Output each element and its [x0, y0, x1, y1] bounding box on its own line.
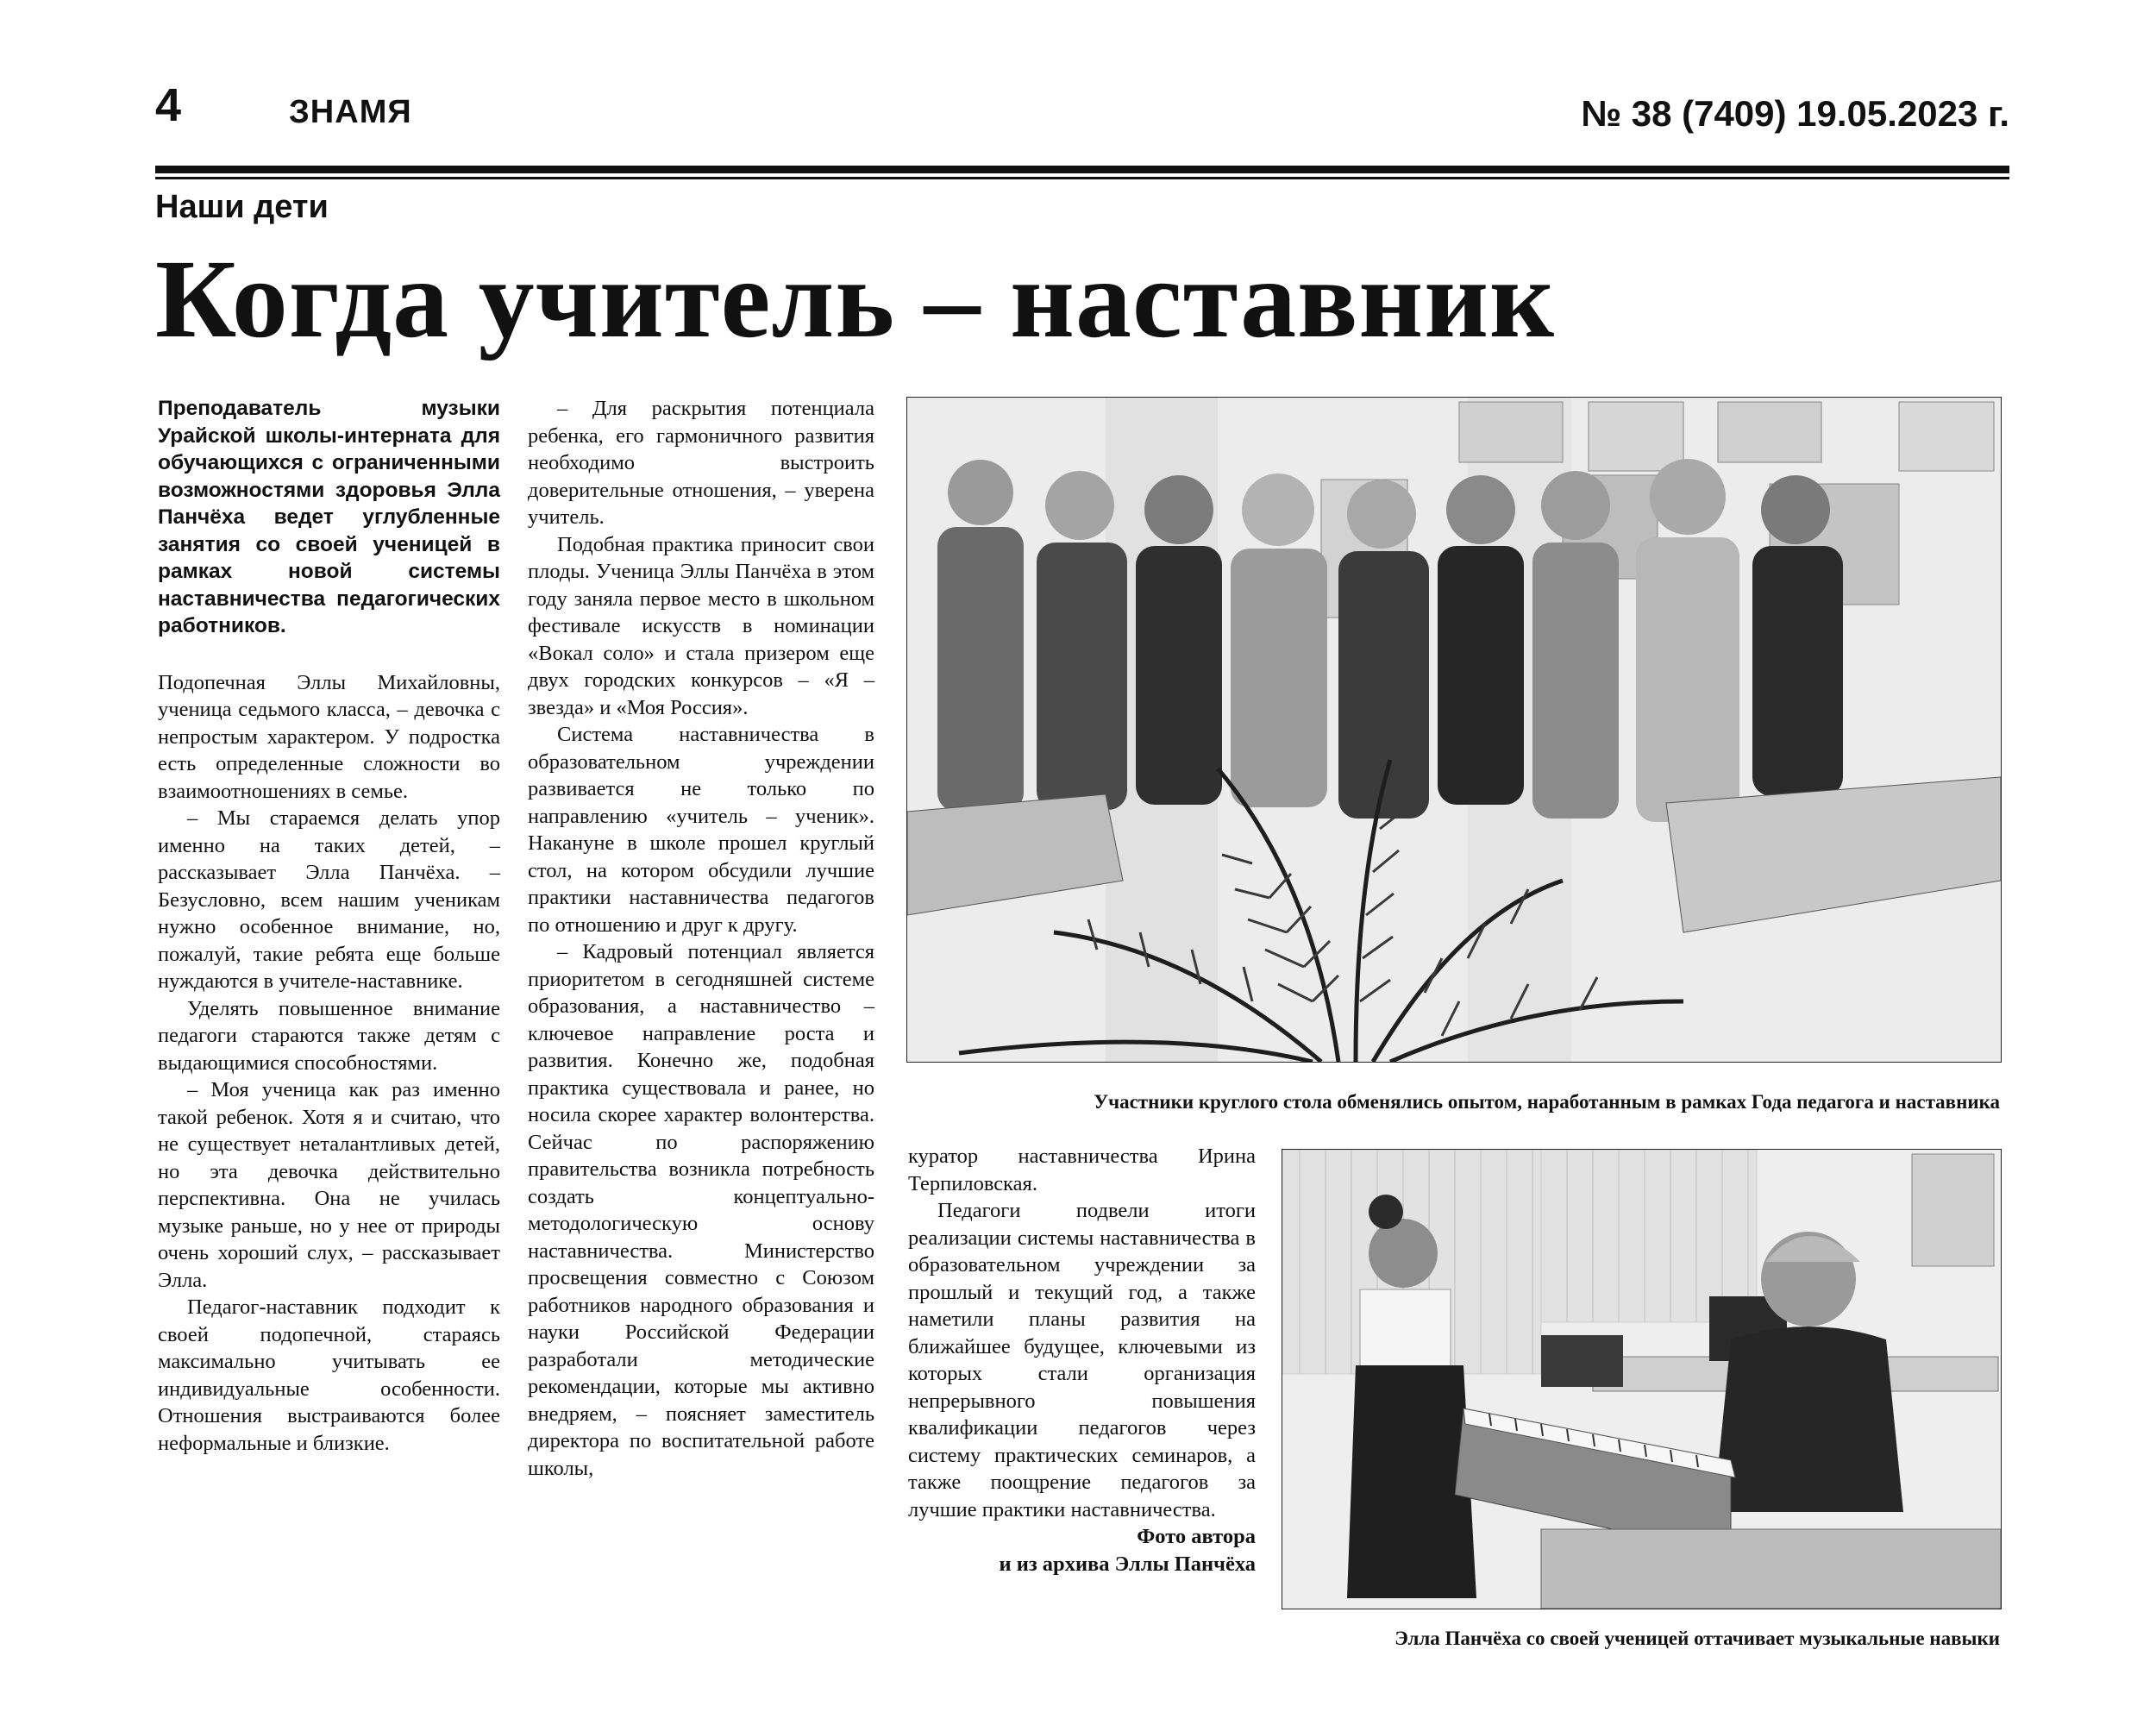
article-column-2 — [528, 395, 874, 1482]
article-column-3 — [908, 1143, 1256, 1578]
paragraph: – Моя ученица как раз именно такой ребенок. Хотя я и считаю, что не существует неталантливых детей, но эта девочка действительно перспективна. Она не училась музыке раньше, но у нее от природы очень хороший слух, – рассказывает Элла. — [158, 1078, 500, 1292]
paragraph: Педагоги подвели итоги реализации системы наставничества в образовательном учреждении за прошлый и текущий год, а также наметили планы развития на ближайшее будущее, ключевыми из которых стали организация непрерывного повышения квалификации педагогов через систему практических семинаров, а также поощрение педагогов за лучшие практики наставничества. — [908, 1199, 1256, 1521]
photo-credit — [908, 1523, 1256, 1578]
photo-credit-line2: и из архива Эллы Панчёха — [999, 1552, 1256, 1576]
newspaper-name: ЗНАМЯ — [289, 94, 412, 130]
article-lead: Преподаватель музыки Урайской школы-интерната для обучающихся с ограниченными возможностями здоровья Элла Панчёха ведет углубленные занятия со своей ученицей в рамках новой системы наставничества педагогических работников. — [158, 397, 500, 637]
paragraph: Педагог-наставник подходит к своей подопечной, стараясь максимально учитывать ее индивидуальные особенности. Отношения выстраиваются более неформальные и близкие. — [158, 1295, 500, 1455]
header-rule-thick — [155, 166, 2009, 173]
article-column-1 — [158, 395, 500, 1457]
rubric: Наши дети — [155, 189, 329, 225]
paragraph: Подобная практика приносит свои плоды. Ученица Эллы Панчёха в этом году заняла первое место в школьном фестивале искусств в номинации «Вокал соло» и стала призером еще двух городских конкурсов – «Я – звезда» и «Моя Россия». — [528, 532, 874, 719]
piano-lesson-photo-illustration — [1282, 1150, 2001, 1609]
issue-info: № 38 (7409) 19.05.2023 г. — [1581, 93, 2009, 134]
paragraph: Подопечная Эллы Михайловны, ученица седьмого класса, – девочка с непростым характером. У подростка есть определенные сложности во взаимоотношениях в семье. — [158, 670, 500, 803]
group-photo — [906, 397, 2002, 1063]
piano-lesson-photo — [1282, 1149, 2002, 1609]
photo1-caption: Участники круглого стола обменялись опытом, наработанным в рамках Года педагога и наставника — [1094, 1091, 2000, 1113]
paragraph: Уделять повышенное внимание педагоги стараются также детям с выдающимися способностями. — [158, 996, 500, 1075]
page-number: 4 — [155, 79, 182, 131]
paragraph: – Для раскрытия потенциала ребенка, его гармоничного развития необходимо выстроить доверительные отношения, – уверена учитель. — [528, 397, 874, 529]
paragraph: куратор наставничества Ирина Терпиловская. — [908, 1145, 1256, 1195]
headline: Когда учитель – наставник — [155, 237, 1556, 361]
photo-credit-line1: Фото автора — [1137, 1525, 1256, 1548]
paragraph: Система наставничества в образовательном учреждении развивается не только по направлению «учитель – ученик». Накануне в школе прошел круглый стол, на котором обсудили лучшие практики наставничества педагогов по отношению и друг к другу. — [528, 723, 874, 937]
group-photo-illustration — [907, 398, 2001, 1062]
paragraph: – Кадровый потенциал является приоритетом в сегодняшней системе образования, а наставничество – ключевое направление роста и развития. Конечно же, подобная практика существовала и ранее, но носила скорее характер волонтерства. Сейчас по распоряжению правительства возникла потребность создать концептуально-методологическую основу наставничества. Министерство просвещения совместно с Союзом работников народного образования и науки Российской Федерации разработали методические рекомендации, которые мы активно внедряем, – поясняет заместитель директора по воспитательной работе школы, — [528, 940, 874, 1480]
photo2-caption: Элла Панчёха со своей ученицей оттачивает музыкальные навыки — [1395, 1628, 2000, 1649]
header-rule-thin — [155, 177, 2009, 179]
paragraph: – Мы стараемся делать упор именно на таких детей, – рассказывает Элла Панчёха. – Безусловно, всем нашим ученикам нужно особенное внимание, но, пожалуй, такие ребята еще больше нуждаются в учителе-наставнике. — [158, 806, 500, 993]
